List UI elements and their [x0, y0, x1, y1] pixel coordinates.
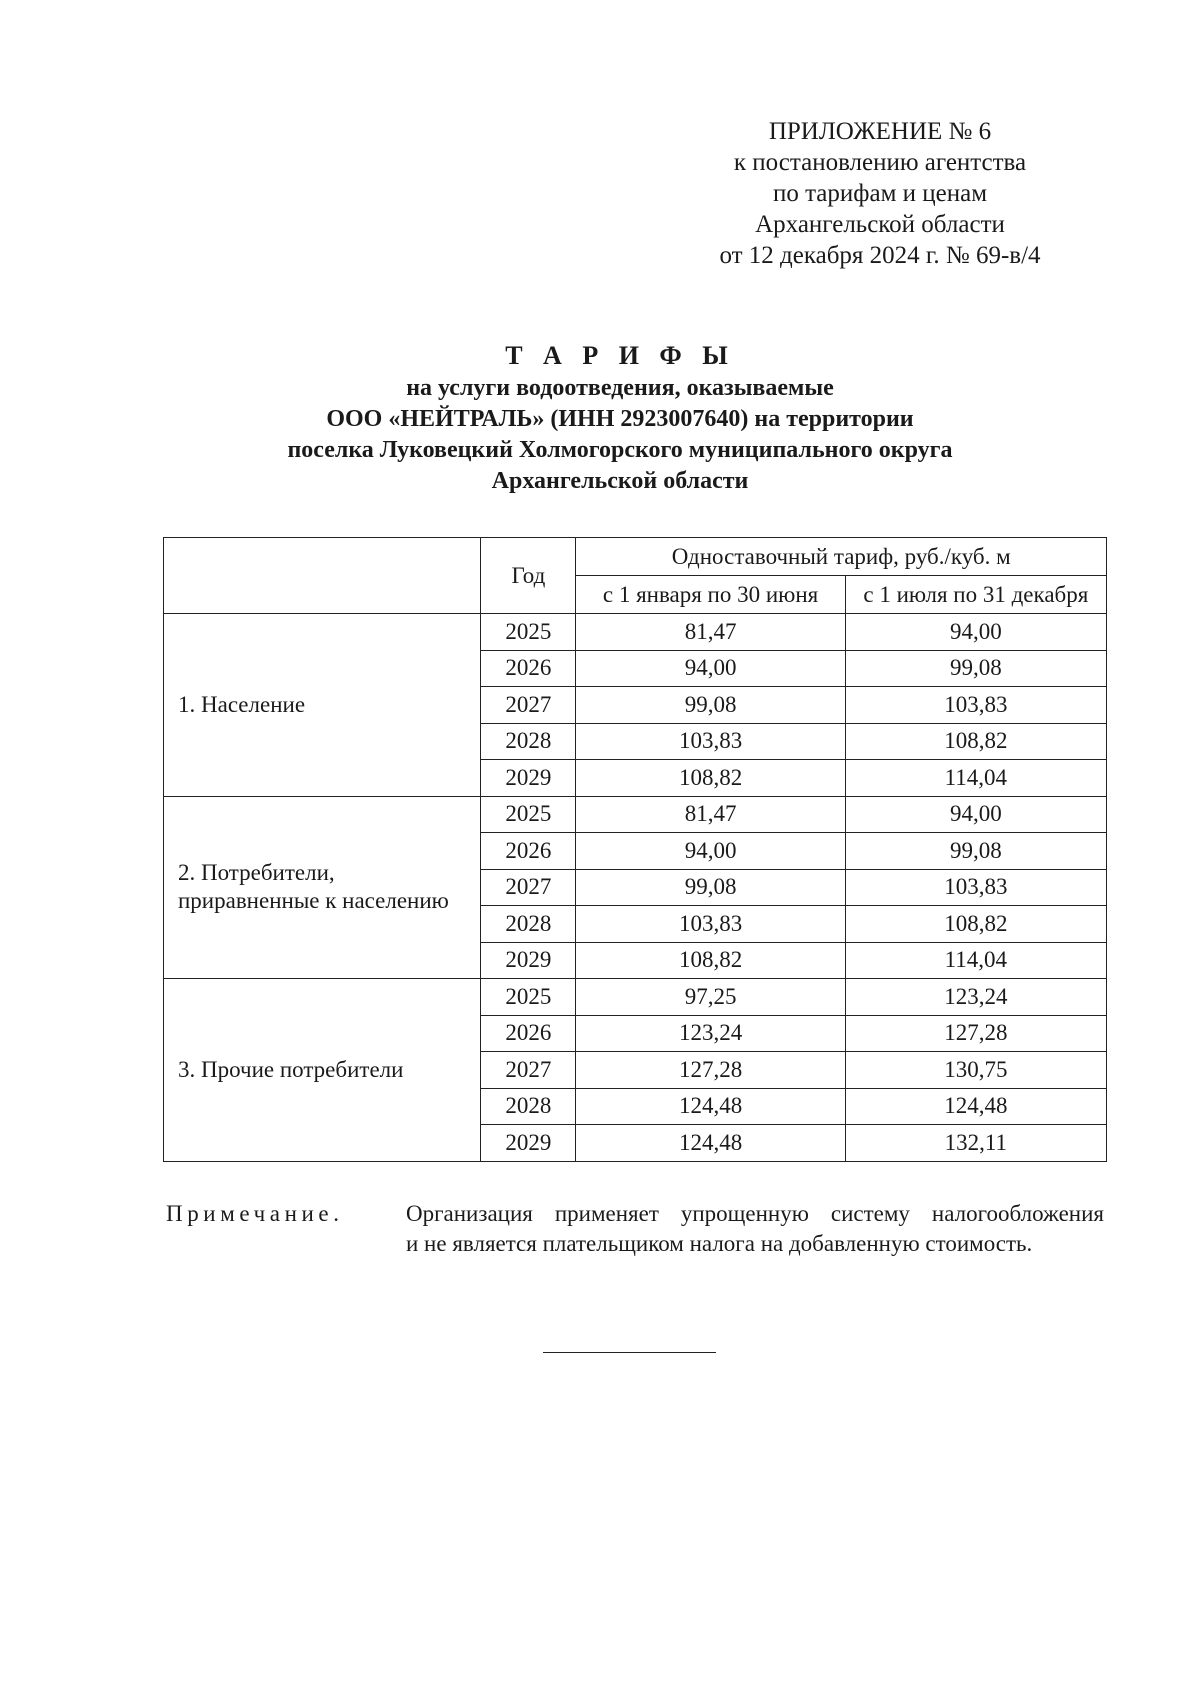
tariff-period-1-cell: 97,25 [576, 979, 845, 1016]
year-cell: 2029 [481, 942, 576, 979]
header-period-2: с 1 июля по 31 декабря [845, 576, 1106, 614]
tariff-period-2-cell: 124,48 [845, 1088, 1106, 1125]
tariff-period-2-cell: 103,83 [845, 687, 1106, 724]
year-cell: 2025 [481, 796, 576, 833]
year-cell: 2028 [481, 906, 576, 943]
tariff-period-2-cell: 114,04 [845, 942, 1106, 979]
year-cell: 2026 [481, 650, 576, 687]
note-label: Примечание. [166, 1201, 344, 1226]
appendix-number: ПРИЛОЖЕНИЕ № 6 [768, 118, 992, 145]
appendix-line: по тарифам и ценам [772, 180, 988, 207]
tariff-period-2-cell: 130,75 [845, 1052, 1106, 1089]
year-cell: 2028 [481, 1088, 576, 1125]
tariff-period-2-cell: 99,08 [845, 650, 1106, 687]
category-label: 1. Население [178, 691, 306, 717]
tariff-period-1-cell: 99,08 [576, 687, 845, 724]
appendix-date-number: от 12 декабря 2024 г. № 69-в/4 [719, 242, 1041, 269]
year-cell: 2029 [481, 760, 576, 797]
tariff-period-2-cell: 123,24 [845, 979, 1106, 1016]
header-tariff: Одноставочный тариф, руб./куб. м [576, 538, 1107, 576]
title-line: на услуги водоотведения, оказываемые [406, 375, 834, 401]
closing-rule [543, 1352, 716, 1353]
tariff-period-1-cell: 123,24 [576, 1015, 845, 1052]
tariff-period-1-cell: 99,08 [576, 869, 845, 906]
year-cell: 2027 [481, 1052, 576, 1089]
header-year: Год [481, 538, 576, 614]
tariff-period-2-cell: 108,82 [845, 906, 1106, 943]
title-line: Архангельской области [491, 468, 749, 494]
category-cell [164, 614, 481, 797]
header-category-cell [164, 538, 481, 614]
year-cell: 2026 [481, 833, 576, 870]
tariff-period-1-cell: 103,83 [576, 723, 845, 760]
tariff-period-1-cell: 127,28 [576, 1052, 845, 1089]
header-period-1: с 1 января по 30 июня [576, 576, 845, 614]
appendix-line: к постановлению агентства [733, 149, 1027, 176]
tariff-period-1-cell: 124,48 [576, 1088, 845, 1125]
category-cell [164, 979, 481, 1162]
tariff-period-1-cell: 103,83 [576, 906, 845, 943]
table-row [164, 796, 1107, 833]
category-cell [164, 796, 481, 979]
tariff-period-1-cell: 124,48 [576, 1125, 845, 1162]
appendix-header [690, 116, 1070, 271]
tariff-period-1-cell: 108,82 [576, 760, 845, 797]
tariff-table [163, 537, 1107, 1162]
year-cell: 2029 [481, 1125, 576, 1162]
title-line: поселка Луковецкий Холмогорского муниципального округа [287, 437, 953, 463]
year-cell: 2025 [481, 614, 576, 651]
tariff-period-1-cell: 94,00 [576, 650, 845, 687]
year-cell: 2027 [481, 869, 576, 906]
year-cell: 2028 [481, 723, 576, 760]
table-body [164, 614, 1107, 1162]
tariff-period-2-cell: 127,28 [845, 1015, 1106, 1052]
title-line: ООО «НЕЙТРАЛЬ» (ИНН 2923007640) на территории [326, 406, 914, 432]
tariff-period-2-cell: 94,00 [845, 796, 1106, 833]
title-heading: Т А Р И Ф Ы [505, 341, 735, 370]
tariff-period-1-cell: 108,82 [576, 942, 845, 979]
tariff-period-2-cell: 114,04 [845, 760, 1106, 797]
tariff-period-1-cell: 81,47 [576, 614, 845, 651]
category-label: 2. Потребители, [178, 860, 335, 886]
year-cell: 2027 [481, 687, 576, 724]
tariff-period-2-cell: 94,00 [845, 614, 1106, 651]
year-cell: 2026 [481, 1015, 576, 1052]
category-label: приравненные к населению [178, 888, 449, 914]
year-cell: 2025 [481, 979, 576, 1016]
appendix-line: Архангельской области [755, 211, 1005, 238]
note-text [406, 1199, 1104, 1259]
tariff-period-2-cell: 99,08 [845, 833, 1106, 870]
table-header-row [164, 538, 1107, 576]
tariff-period-1-cell: 94,00 [576, 833, 845, 870]
category-label: 3. Прочие потребители [178, 1056, 404, 1082]
tariff-period-2-cell: 108,82 [845, 723, 1106, 760]
note-text-line: Организация применяет упрощенную систему налогообложения [406, 1201, 1104, 1226]
tariff-period-1-cell: 81,47 [576, 796, 845, 833]
table-row [164, 979, 1107, 1016]
note-text-line: и не является плательщиком налога на добавленную стоимость. [406, 1231, 1033, 1256]
tariff-period-2-cell: 132,11 [845, 1125, 1106, 1162]
table-row [164, 614, 1107, 651]
document-title [160, 340, 1080, 497]
tariff-period-2-cell: 103,83 [845, 869, 1106, 906]
